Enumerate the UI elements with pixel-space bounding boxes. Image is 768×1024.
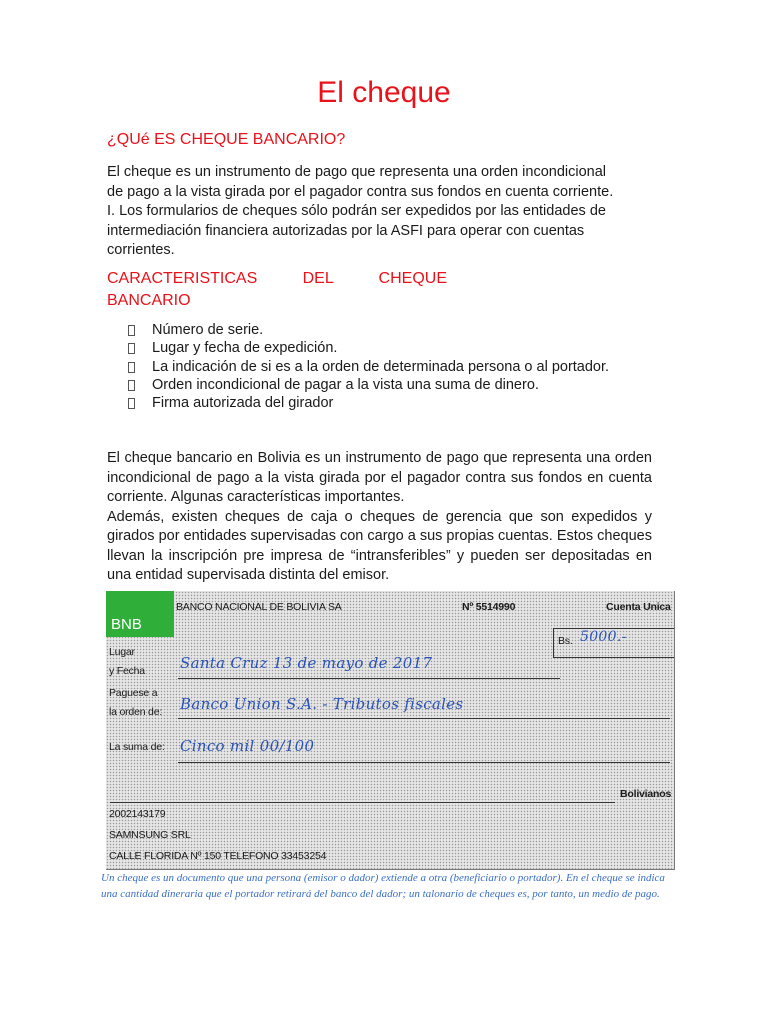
paragraph-line: I. Los formularios de cheques sólo podrán ser expedidos por las entidades de [107, 203, 606, 219]
place-date-value: Santa Cruz 13 de mayo de 2017 [180, 654, 433, 672]
list-item-text: Firma autorizada del girador [152, 395, 334, 412]
cheque-number: Nº 5514990 [462, 601, 516, 613]
holder-address: CALLE FLORIDA Nº 150 TELEFONO 33453254 [109, 850, 327, 862]
definition-paragraph [107, 163, 647, 261]
list-item-text: Lugar y fecha de expedición. [152, 340, 338, 357]
section-heading-caracteristicas: CARACTERISTICAS DEL CHEQUE [107, 270, 447, 287]
orden-label: la orden de: [109, 706, 163, 718]
place-date-line [178, 678, 560, 679]
account-number: 2002143179 [109, 808, 166, 820]
payee-line [178, 718, 670, 719]
list-item-text: Número de serie. [152, 322, 264, 338]
section-heading-caracteristicas-line2: BANCARIO [107, 292, 191, 309]
cheque-image [106, 591, 675, 870]
paguese-label: Paguese a [109, 687, 158, 699]
bolivianos-line [110, 802, 615, 803]
list-item-text: Orden incondicional de pagar a la vista una suma de dinero. [152, 376, 539, 393]
bolivia-paragraph [107, 449, 652, 586]
bank-logo-text: BNB [111, 616, 142, 633]
bank-logo [106, 591, 174, 637]
bullet-icon [128, 325, 135, 336]
bank-name: BANCO NACIONAL DE BOLIVIA SA [176, 601, 342, 613]
account-type: Cuenta Unica [606, 601, 671, 613]
list-item [128, 339, 609, 357]
bullet-icon [128, 398, 135, 409]
paragraph-text: Además, existen cheques de caja o cheques de gerencia que son expedidos y girados por entidades supervisadas con cargo a sus propias cuentas. Estos cheques llevan la inscripción pre impresa de “intransferibles” y pueden ser depositadas en una entidad supervisada distinta del emisor. [107, 508, 652, 583]
bullet-icon [128, 380, 135, 391]
list-item [128, 394, 609, 412]
lugar-label: Lugar [109, 646, 135, 658]
amount-words-value: Cinco mil 00/100 [180, 737, 315, 755]
list-item-text: La indicación de si es a la orden de determinada persona o al portador. [152, 358, 610, 375]
list-item [128, 321, 609, 339]
image-caption: Un cheque es un documento que una persona (emisor o dador) extiende a otra (beneficiario o portador). En el cheque se indica una cantidad dineraria que el portador retirará del banco del dador; un talonario de cheques es, por tanto, un medio de pago. [101, 872, 665, 900]
fecha-label: y Fecha [109, 665, 145, 677]
amount-words-line [178, 762, 670, 763]
characteristics-list [128, 321, 609, 412]
payee-value: Banco Union S.A. - Tributos fiscales [180, 695, 464, 713]
section-heading-que-es: ¿QUé ES CHEQUE BANCARIO? [107, 131, 346, 148]
currency-label: Bs. [558, 635, 573, 647]
paragraph-text: El cheque bancario en Bolivia es un instrumento de pago que representa una orden incondicional de pago a la vista girada por el pagador contra sus fondos en cuenta corriente. Algunas características importantes. [107, 450, 652, 505]
page-title: El cheque [317, 76, 451, 110]
bullet-icon [128, 362, 135, 373]
paragraph-line: intermediación financiera autorizadas por la ASFI para operar con cuentas [107, 222, 585, 239]
suma-label: La suma de: [109, 741, 165, 753]
list-item [128, 376, 609, 394]
amount-value: 5000.- [580, 629, 627, 645]
paragraph-line: corrientes. [107, 242, 175, 258]
bullet-icon [128, 343, 135, 354]
holder-name: SAMNSUNG SRL [109, 829, 191, 841]
list-item [128, 358, 609, 376]
paragraph-line: El cheque es un instrumento de pago que representa una orden incondicional [107, 164, 606, 180]
paragraph-line: de pago a la vista girada por el pagador contra sus fondos en cuenta corriente. [107, 183, 614, 200]
bolivianos-label: Bolivianos [620, 788, 672, 800]
